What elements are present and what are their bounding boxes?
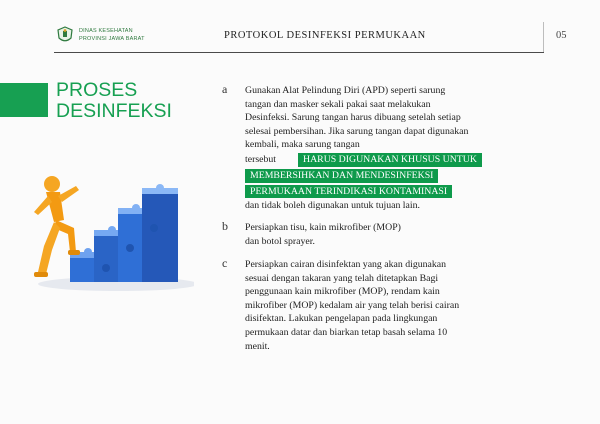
highlight-line-3: PERMUKAAN TERINDIKASI KONTAMINASI — [245, 185, 452, 199]
org-line-1: DINAS KESEHATAN — [79, 28, 133, 34]
item-c-letter: c — [222, 256, 228, 270]
puzzle-stairs-illustration — [18, 168, 194, 292]
item-c-line-7: menit. — [245, 340, 270, 352]
item-b-text — [245, 221, 535, 248]
item-a-tersebut: tersebut — [245, 153, 277, 165]
item-a-line-5: kembali, maka sarung tangan — [245, 139, 360, 151]
item-c-line-2: sesuai dengan takaran yang telah ditetapkan Bagi — [245, 272, 439, 284]
item-a-line-1: Gunakan Alat Pelindung Diri (APD) seperti sarung — [245, 85, 446, 96]
item-a-highlight-row — [245, 152, 535, 168]
item-b-line-2: dan botol sprayer. — [245, 235, 315, 247]
section-accent-bar — [0, 83, 48, 117]
organization-name — [79, 27, 145, 43]
item-c-line-4: mikrofiber (MOP) kedalam air yang telah berisi cairan — [245, 299, 460, 311]
provincial-emblem-logo — [57, 26, 73, 44]
item-b-letter: b — [222, 219, 228, 233]
item-a-letter: a — [222, 82, 228, 96]
org-line-2: PROVINSI JAWA BARAT — [79, 36, 145, 42]
highlight-line-1: HARUS DIGUNAKAN KHUSUS UNTUK — [298, 153, 482, 167]
page-number: 05 — [556, 30, 567, 41]
section-title-line-1: PROSES — [56, 79, 138, 101]
item-a-line-4: selesai pembersihan. Jika sarung tangan dapat digunakan — [245, 125, 469, 137]
item-a-line-3: Desinfeksi. Sarung tangan harus dibuang setelah setiap — [245, 112, 461, 124]
item-c-line-3: penggunaan kain mikrofiber (MOP), rendam kain — [245, 286, 440, 298]
item-c-line-6: permukaan datar dan biarkan tetap basah selama 10 — [245, 326, 448, 338]
section-title — [56, 80, 172, 122]
page-header-title: PROTOKOL DESINFEKSI PERMUKAAN — [224, 30, 426, 41]
item-a-after: dan tidak boleh digunakan untuk tujuan lain. — [245, 200, 420, 212]
item-a-text — [245, 84, 535, 213]
header-divider — [543, 22, 544, 52]
item-a-line-2: tangan dan masker sekali pakai saat melakukan — [245, 98, 431, 110]
item-c-line-1: Persiapkan cairan disinfektan yang akan digunakan — [245, 259, 447, 270]
item-b-line-1: Persiapkan tisu, kain mikrofiber (MOP) — [245, 222, 401, 233]
section-title-line-2: DESINFEKSI — [56, 100, 172, 122]
item-c-line-5: disifektan. Lakukan pengelapan pada lingkungan — [245, 313, 438, 325]
item-c-text — [245, 258, 535, 353]
header-rule — [54, 52, 544, 53]
highlight-line-2: MEMBERSIHKAN DAN MENDESINFEKSI — [245, 169, 438, 183]
